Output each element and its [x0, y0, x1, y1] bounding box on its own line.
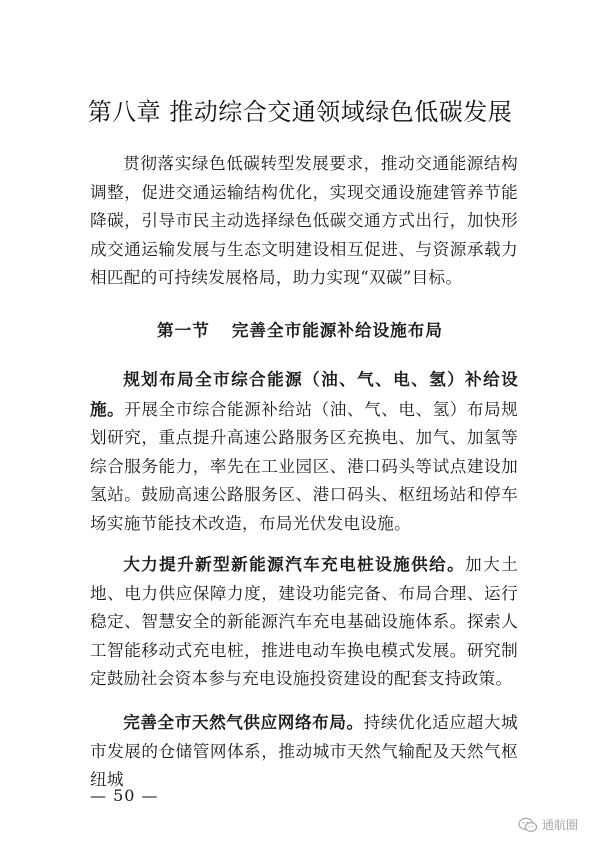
page-number: — 50 — [90, 786, 159, 805]
wechat-icon [518, 817, 538, 833]
paragraph-charging-piles [90, 550, 518, 694]
section-title: 完善全市能源补给设施布局 [231, 320, 443, 340]
chapter-title: 第八章 推动综合交通领域绿色低碳发展 [87, 98, 513, 126]
paragraph-body: 开展全市综合能源补给站（油、气、电、氢）布局规划研究，重点提升高速公路服务区充换电、加气、加氢等综合服务能力，率先在工业园区、港口码头等试点建设加氢站。鼓励高速公路服务区、港口码头、枢纽场站和停车场实施节能技术改造，布局光伏发电设施。 [90, 399, 518, 533]
paragraph-energy-supply [90, 365, 518, 538]
paragraph-body: 加大土地、电力供应保障力度，建设功能完备、布局合理、运行稳定、智慧安全的新能源汽车充电基础设施体系。探索人工智能移动式充电桩，推进电动车换电模式发展。研究制定鼓励社会资本参与充电设施投资建设的配套支持政策。 [90, 555, 518, 688]
paragraph-body: 持续优化适应超大城市发展的仓储管网体系，推动城市天然气输配及天然气枢纽城 [90, 713, 519, 789]
paragraph-lead: 完善全市天然气供应网络布局。 [123, 712, 364, 732]
intro-paragraph: 贯彻落实绿色低碳转型发展要求，推动交通能源结构调整，促进交通运输结构优化，实现交通设施建管养节能降碳，引导市民主动选择绿色低碳交通方式出行，加快形成交通运输发展与生态文明建设相互促进、与资源承载力相匹配的可持续发展格局，助力实现“双碳”目标。 [90, 154, 518, 287]
section-number: 第一节 [157, 320, 210, 340]
paragraph-lead: 大力提升新型新能源汽车充电桩设施供给。 [123, 554, 466, 574]
paragraph-lead: 规划布局全市综合能源（油、气、电、氢）补给设施。 [90, 369, 518, 419]
section-heading [0, 317, 600, 341]
paragraph-natural-gas [90, 708, 518, 795]
watermark [518, 816, 578, 833]
watermark-label: 通航圈 [541, 818, 578, 832]
